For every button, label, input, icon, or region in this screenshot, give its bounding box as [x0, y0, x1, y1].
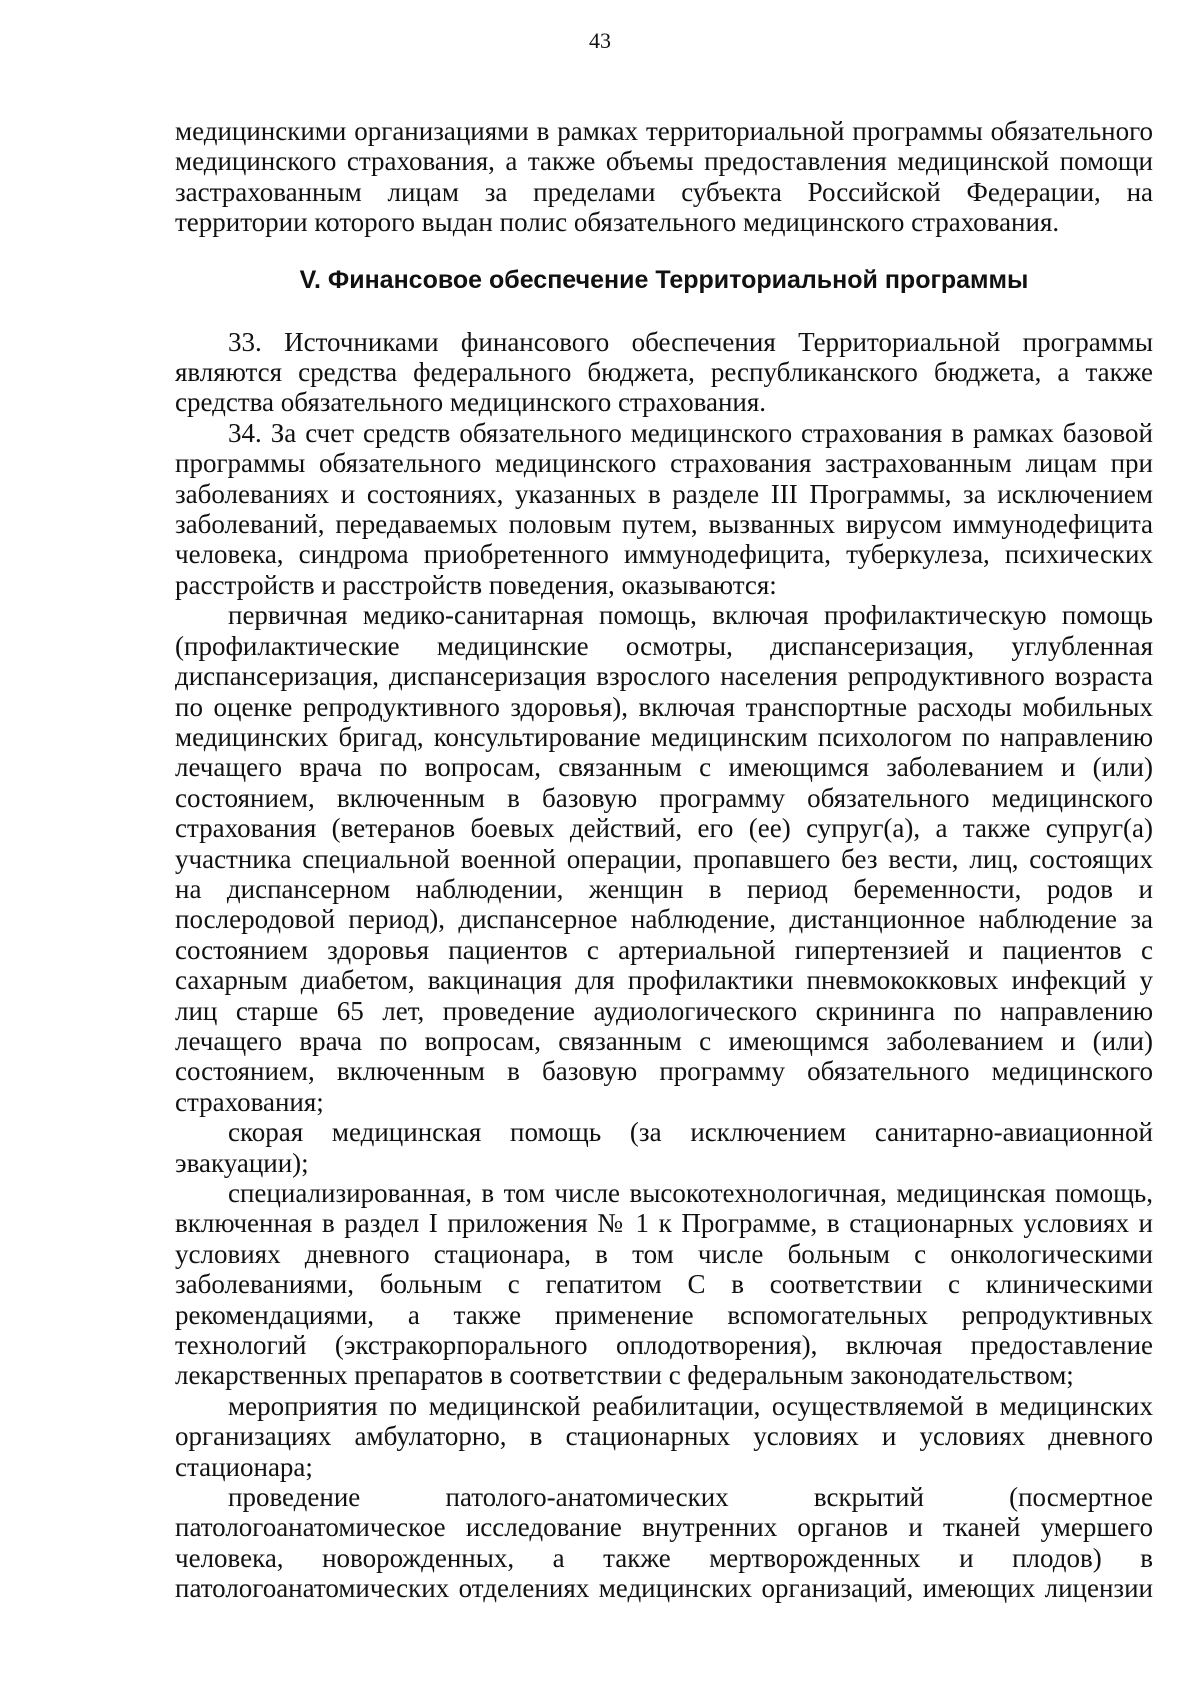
paragraph-34: 34. За счет средств обязательного медицинского страхования в рамках базовой программы обязательного медицинского страхования застрахованным лицам при заболеваниях и состояниях, указанных в разделе III Программы, за исключением заболеваний, передаваемых половым путем, вызванных вирусом иммунодефицита человека, синдрома приобретенного иммунодефицита, туберкулеза, психических расстройств и расстройств поведения, оказываются:	[175, 417, 1153, 600]
page-number: 43	[589, 28, 611, 53]
paragraph-emergency-care: скорая медицинская помощь (за исключением санитарно-авиационной эвакуации);	[175, 1117, 1153, 1178]
paragraph-rehabilitation: мероприятия по медицинской реабилитации, осуществляемой в медицинских организациях амбулаторно, в стационарных условиях и условиях дневного стационара;	[175, 1390, 1153, 1482]
paragraph-primary-care: первичная медико-санитарная помощь, включая профилактическую помощь (профилактические медицинские осмотры, диспансеризация, углубленная диспансеризация, диспансеризация взрослого населения репродуктивного возраста по оценке репродуктивного здоровья), включая транспортные расходы мобильных медицинских бригад, консультирование медицинским психологом по направлению лечащего врача по вопросам, связанным с имеющимся заболеванием и (или) состоянием, включенным в базовую программу обязательного медицинского страхования (ветеранов боевых действий, его (ее) супруг(а), а также супруг(а) участника специальной военной операции, пропавшего без вести, лиц, состоящих на диспансерном наблюдении, женщин в период беременности, родов и послеродовой период), диспансерное наблюдение, дистанционное наблюдение за состоянием здоровья пациентов с артериальной гипертензией и пациентов с сахарным диабетом, вакцинация для профилактики пневмококковых инфекций у лиц старше 65 лет, проведение аудиологического скрининга по направлению лечащего врача по вопросам, связанным с имеющимся заболеванием и (или) состоянием, включенным в базовую программу обязательного медицинского страхования;	[175, 600, 1153, 1117]
paragraph-specialized-care: специализированная, в том числе высокотехнологичная, медицинская помощь, включенная в раздел I приложения № 1 к Программе, в стационарных условиях и условиях дневного стационара, в том числе больным с онкологическими заболеваниями, больным с гепатитом C в соответствии с клиническими рекомендациями, а также применение вспомогательных репродуктивных технологий (экстракорпорального оплодотворения), включая предоставление лекарственных препаратов в соответствии с федеральным законодательством;	[175, 1178, 1153, 1391]
continued-paragraph: медицинскими организациями в рамках территориальной программы обязательного медицинского страхования, а также объемы предоставления медицинской помощи застрахованным лицам за пределами субъекта Российской Федерации, на территории которого выдан полис обязательного медицинского страхования.	[175, 116, 1153, 238]
paragraph-autopsy: проведение патолого-анатомических вскрытий (посмертное патологоанатомическое исследование внутренних органов и тканей умершего человека, новорожденных, а также мертворожденных и плодов) в патологоанатомических отделениях медицинских организаций, имеющих лицензии	[175, 1482, 1153, 1604]
paragraph-33: 33. Источниками финансового обеспечения Территориальной программы являются средства федерального бюджета, республиканского бюджета, а также средства обязательного медицинского страхования.	[175, 326, 1153, 418]
section-heading: V. Финансовое обеспечение Территориальной программы	[299, 265, 1029, 294]
document-body	[175, 116, 1153, 1604]
